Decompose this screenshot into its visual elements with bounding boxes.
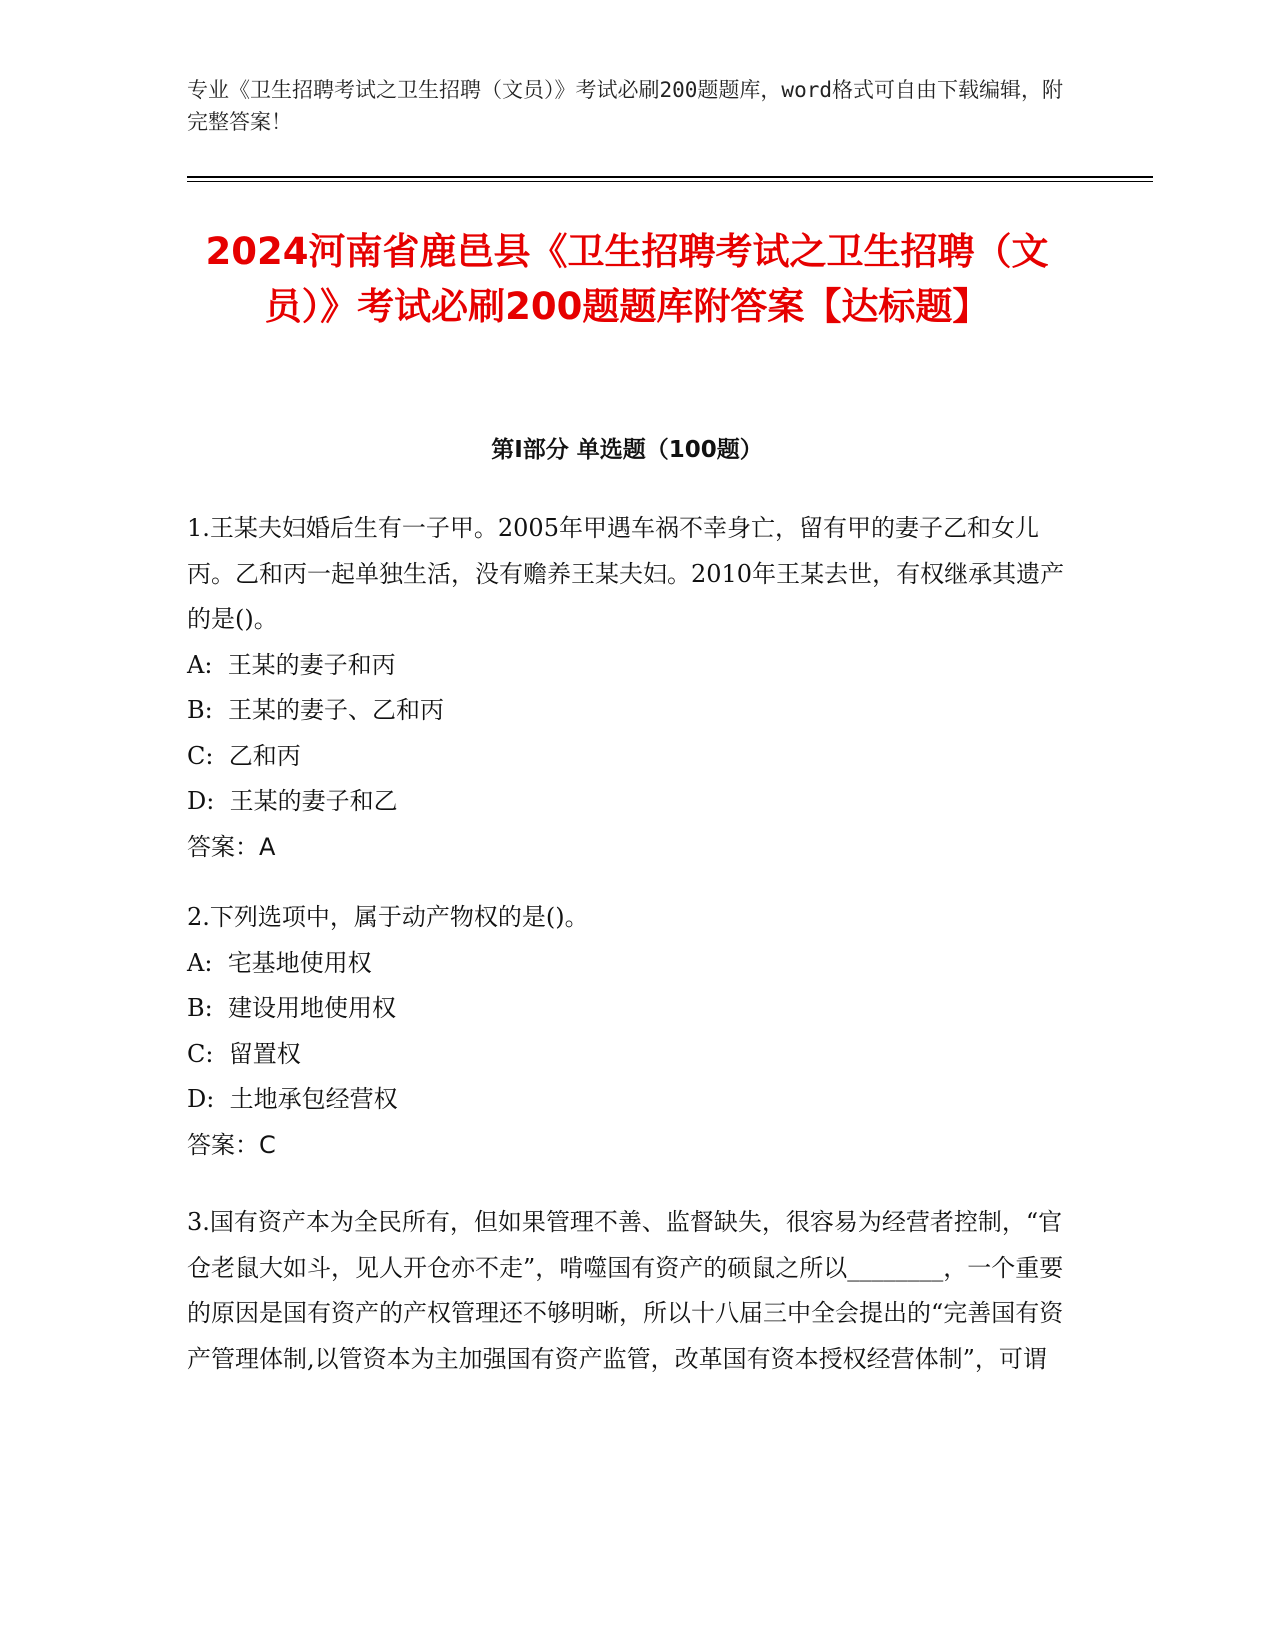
option-label: A: xyxy=(187,948,213,977)
option-label: B: xyxy=(187,994,213,1022)
document-title: 2024河南省鹿邑县《卫生招聘考试之卫生招聘（文员）》考试必刷200题题库附答案【达标题】 xyxy=(205,230,1049,328)
question-stem: 2.下列选项中，属于动产物权的是()。 xyxy=(187,903,589,931)
option-b xyxy=(187,688,1077,734)
question-2 xyxy=(187,895,1077,1168)
option-text: 建设用地使用权 xyxy=(228,994,396,1022)
option-text: 土地承包经营权 xyxy=(229,1085,398,1113)
option-text: 王某的妻子和丙 xyxy=(227,650,396,679)
question-1 xyxy=(187,506,1077,870)
option-text: 王某的妻子和乙 xyxy=(229,787,398,815)
option-label: B: xyxy=(187,696,213,724)
option-label: D: xyxy=(187,787,215,815)
option-a xyxy=(187,643,1077,689)
section-heading: 第I部分 单选题（100题） xyxy=(491,437,763,463)
question-3 xyxy=(187,1200,1077,1382)
header-note: 专业《卫生招聘考试之卫生招聘（文员）》考试必刷200题题库，word格式可自由下载编辑，附完整答案！ xyxy=(187,78,1063,134)
question-stem: 3.国有资产本为全民所有，但如果管理不善、监督缺失，很容易为经营者控制，“官仓老鼠大如斗，见人开仓亦不走”，啃噬国有资产的硕鼠之所以________，一个重要的原因是国有资产的产权管理还不够明晰，所以十八届三中全会提出的“完善国有资产管理体制,以管资本为主加强国有资产监管，改革国有资本授权经营体制”，可谓 xyxy=(187,1208,1064,1373)
answer-line: 答案：C xyxy=(187,1130,276,1159)
option-label: C: xyxy=(187,1039,214,1068)
header-rule-thin xyxy=(187,181,1153,182)
header-rule-thick xyxy=(187,176,1153,178)
option-text: 乙和丙 xyxy=(228,741,301,770)
option-c xyxy=(187,734,1077,780)
option-label: D: xyxy=(187,1085,215,1113)
option-d xyxy=(187,779,1077,825)
question-stem: 1.王某夫妇婚后生有一子甲。2005年甲遇车祸不幸身亡，留有甲的妻子乙和女儿丙。乙和丙一起单独生活，没有赡养王某夫妇。2010年王某去世，有权继承其遗产的是()。 xyxy=(187,514,1065,633)
option-b xyxy=(187,986,1077,1032)
option-label: C: xyxy=(187,741,214,770)
answer-line: 答案：A xyxy=(187,832,276,861)
option-text: 王某的妻子、乙和丙 xyxy=(228,696,444,724)
option-text: 宅基地使用权 xyxy=(227,948,372,977)
option-label: A: xyxy=(187,650,213,679)
option-text: 留置权 xyxy=(228,1039,301,1068)
option-c xyxy=(187,1032,1077,1078)
option-a xyxy=(187,941,1077,987)
option-d xyxy=(187,1077,1077,1123)
